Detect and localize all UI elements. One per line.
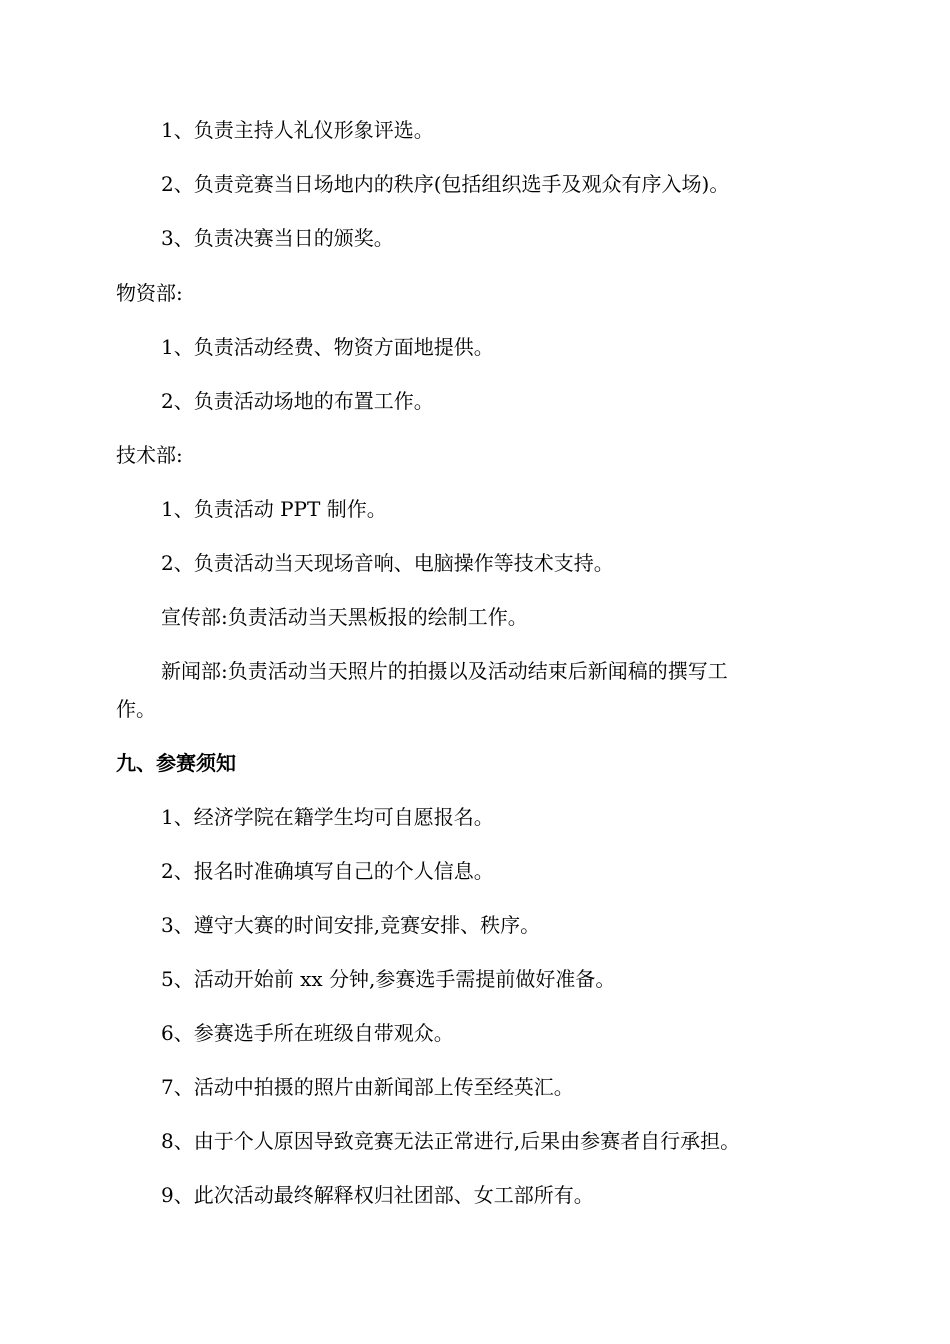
publicity-paragraph: 宣传部:负责活动当天黑板报的绘制工作。 <box>161 605 528 629</box>
rules-item-1: 1、经济学院在籍学生均可自愿报名。 <box>161 805 494 829</box>
tech-item-2: 2、负责活动当天现场音响、电脑操作等技术支持。 <box>161 551 614 575</box>
rules-item-7: 7、活动中拍摄的照片由新闻部上传至经英汇。 <box>161 1075 574 1099</box>
duty-item-3: 3、负责决赛当日的颁奖。 <box>161 226 394 250</box>
rules-item-6: 6、参赛选手所在班级自带观众。 <box>161 1021 454 1045</box>
duty-item-2: 2、负责竞赛当日场地内的秩序(包括组织选手及观众有序入场)。 <box>161 172 730 196</box>
rules-item-5: 5、活动开始前 xx 分钟,参赛选手需提前做好准备。 <box>161 967 616 991</box>
rules-item-3: 3、遵守大赛的时间安排,竞赛安排、秩序。 <box>161 913 541 937</box>
rules-item-8: 8、由于个人原因导致竞赛无法正常进行,后果由参赛者自行承担。 <box>161 1129 741 1153</box>
tech-item-1: 1、负责活动 PPT 制作。 <box>161 497 387 521</box>
section-heading-rules: 九、参赛须知 <box>116 751 236 775</box>
materials-item-2: 2、负责活动场地的布置工作。 <box>161 389 434 413</box>
news-paragraph-line-2: 作。 <box>116 697 156 721</box>
rules-item-2: 2、报名时准确填写自己的个人信息。 <box>161 859 494 883</box>
rules-item-9: 9、此次活动最终解释权归社团部、女工部所有。 <box>161 1183 594 1207</box>
duty-item-1: 1、负责主持人礼仪形象评选。 <box>161 118 434 142</box>
news-paragraph-line-1: 新闻部:负责活动当天照片的拍摄以及活动结束后新闻稿的撰写工 <box>161 659 728 683</box>
materials-item-1: 1、负责活动经费、物资方面地提供。 <box>161 335 494 359</box>
section-label-materials: 物资部: <box>116 281 183 305</box>
section-label-tech: 技术部: <box>116 443 183 467</box>
